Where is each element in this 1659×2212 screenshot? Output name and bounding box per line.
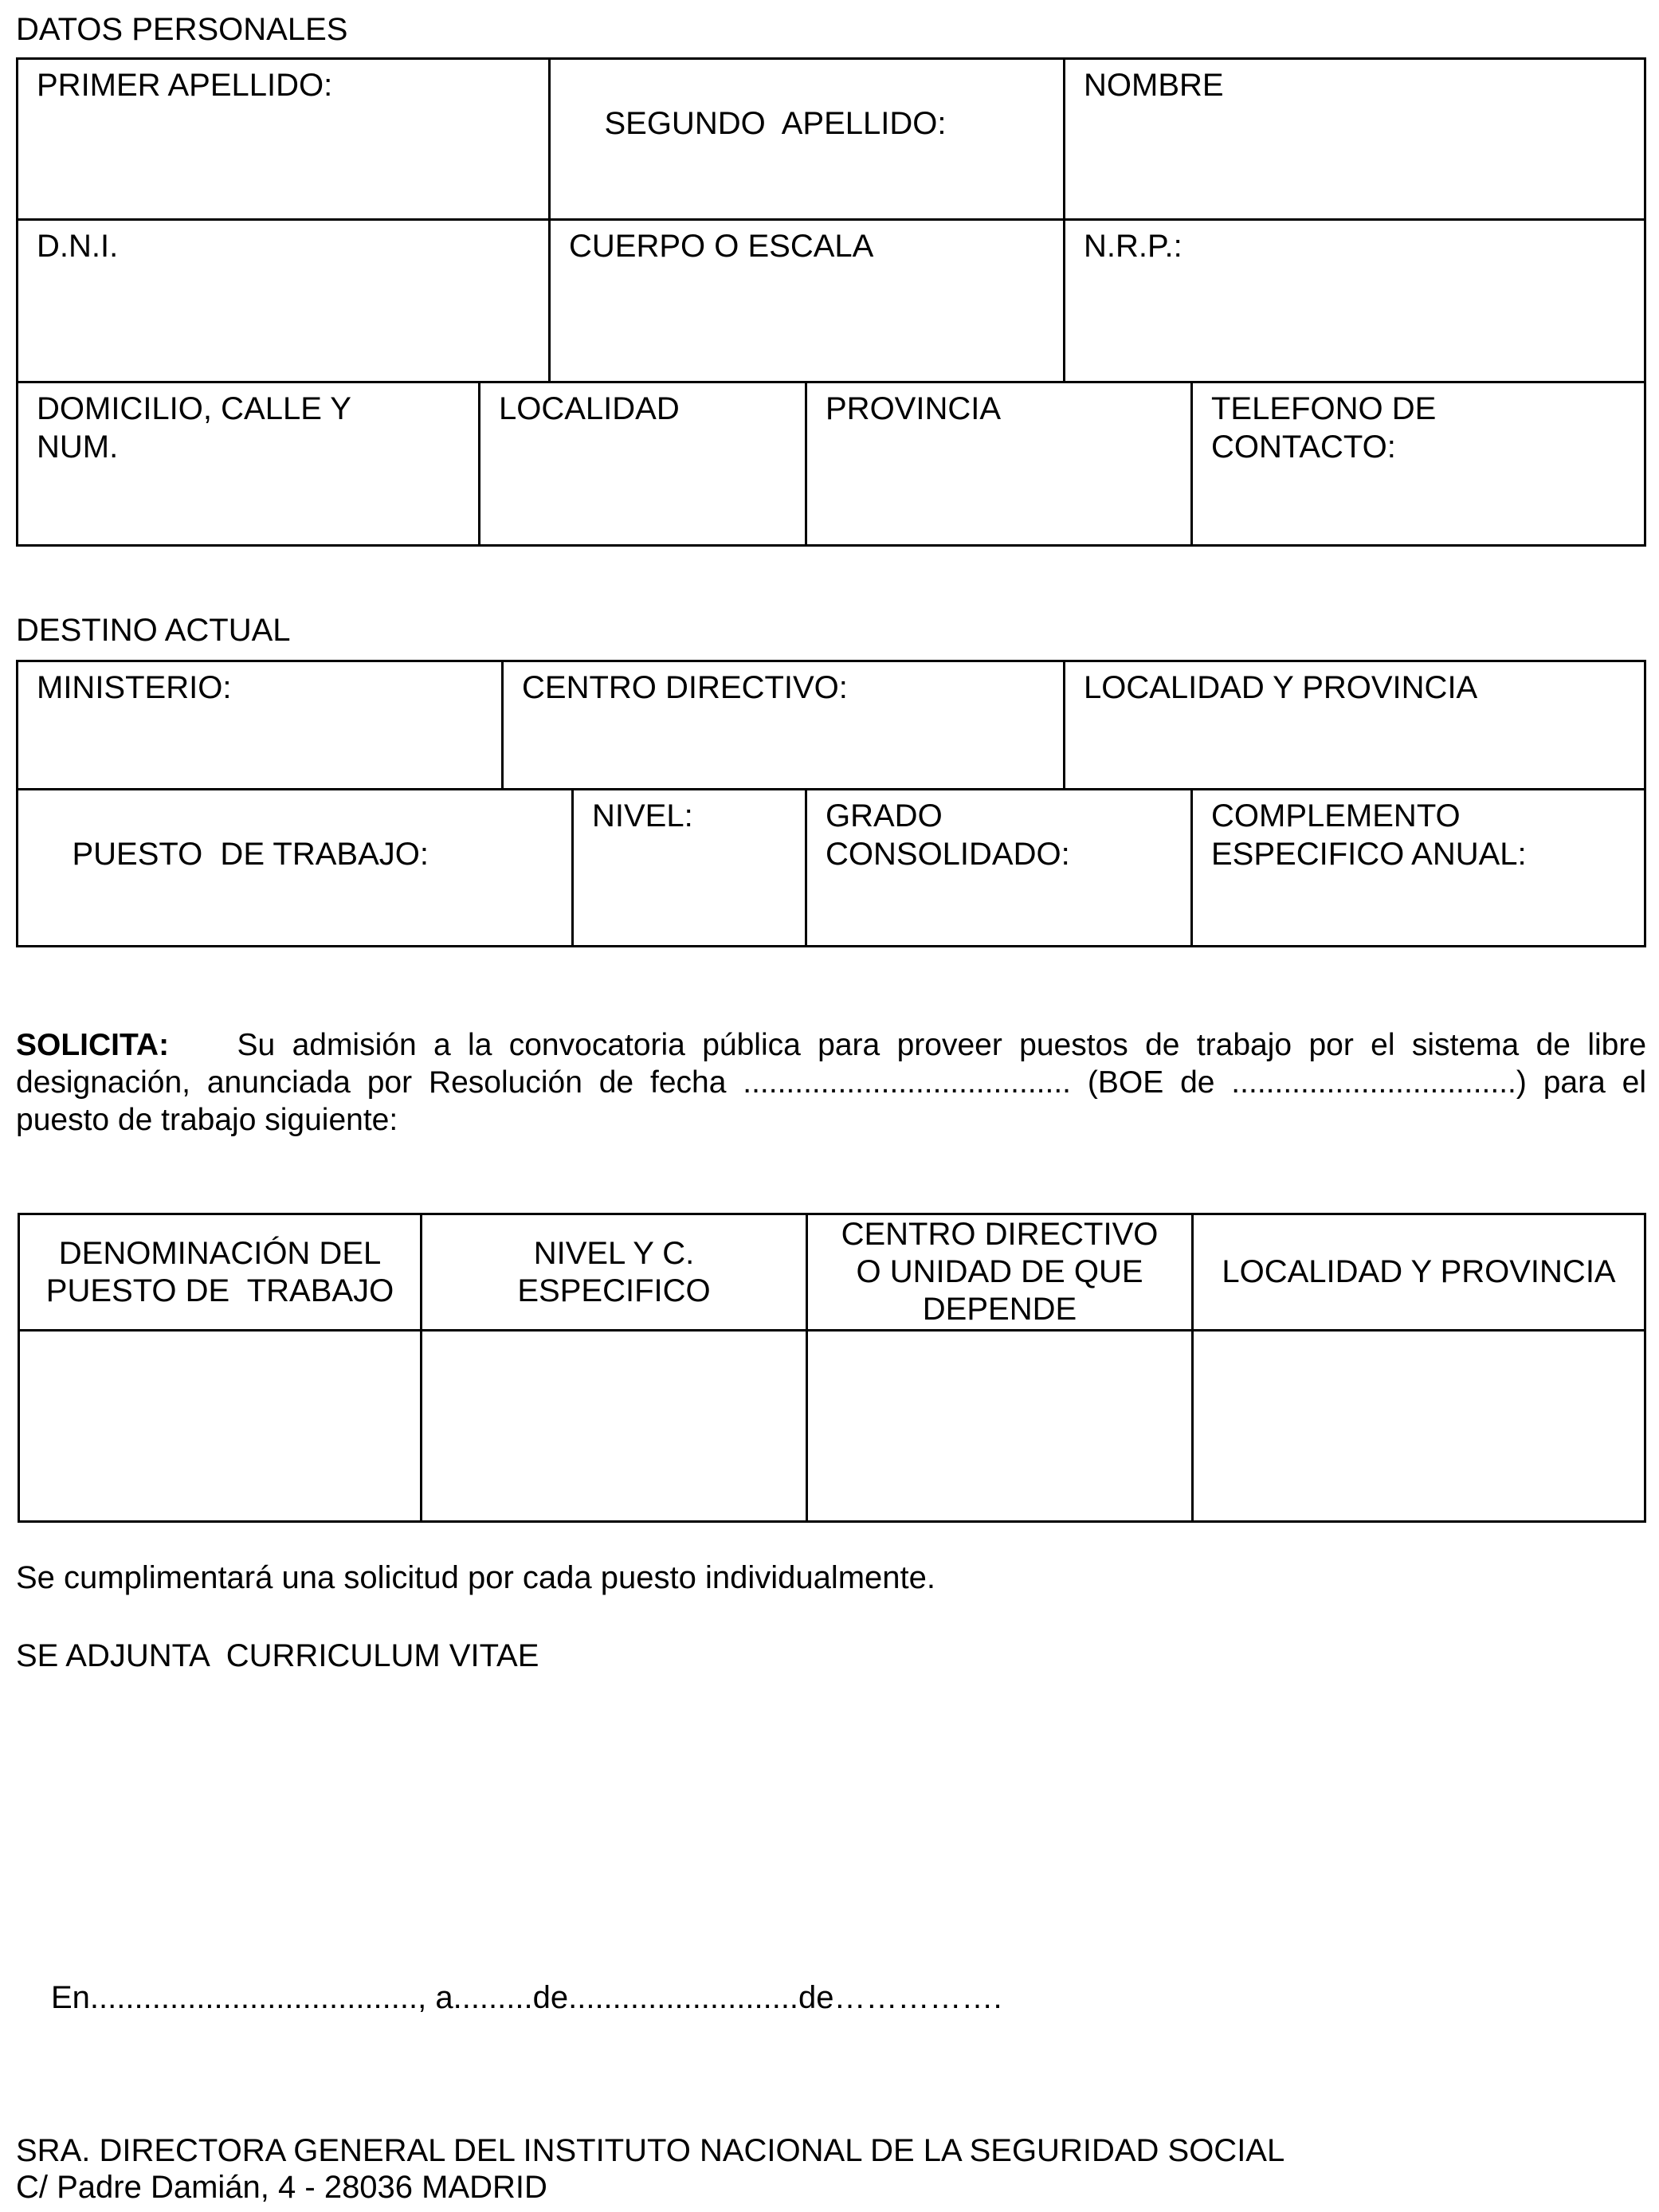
section-title-datos-personales: DATOS PERSONALES xyxy=(16,12,348,47)
label-domicilio-line1: DOMICILIO, CALLE Y xyxy=(37,391,351,426)
label-ministerio: MINISTERIO: xyxy=(37,670,232,705)
field-telefono[interactable] xyxy=(1193,383,1644,547)
label-cuerpo-escala: CUERPO O ESCALA xyxy=(569,229,874,264)
label-localidad: LOCALIDAD xyxy=(499,391,680,426)
field-nivel[interactable] xyxy=(574,790,805,947)
label-nivel: NIVEL: xyxy=(592,798,693,833)
label-nrp: N.R.P.: xyxy=(1084,229,1182,264)
label-puesto-trabajo: PUESTO DE TRABAJO: xyxy=(72,837,429,872)
label-localidad-provincia: LOCALIDAD Y PROVINCIA xyxy=(1084,670,1478,705)
field-provincia[interactable] xyxy=(807,383,1190,547)
label-dni: D.N.I. xyxy=(37,229,119,264)
label-grado-line1: GRADO xyxy=(826,798,943,833)
header-centro-line3: DEPENDE xyxy=(922,1292,1077,1327)
header-nivel-especifico xyxy=(422,1215,806,1329)
destino-actual-grid xyxy=(16,660,1646,947)
puesto-table xyxy=(18,1213,1646,1523)
label-telefono-line2: CONTACTO: xyxy=(1211,429,1396,465)
label-complemento-line1: COMPLEMENTO xyxy=(1211,798,1461,833)
field-complemento-especifico[interactable] xyxy=(1193,790,1644,947)
input-nivel-especifico[interactable] xyxy=(422,1332,806,1520)
header-centro-line2: O UNIDAD DE QUE xyxy=(856,1254,1143,1289)
input-localidad-provincia[interactable] xyxy=(1194,1332,1644,1520)
label-domicilio-line2: NUM. xyxy=(37,429,119,465)
field-localidad[interactable] xyxy=(480,383,805,547)
solicita-text: Su admisión a la convocatoria pública para proveer puestos de trabajo por el sistema de libre designación, anunciada por Resolución de fecha ...................................... (BOE de .................................) para el puesto de trabajo siguiente: xyxy=(16,1028,1647,1137)
field-segundo-apellido[interactable] xyxy=(551,60,1063,218)
field-nombre[interactable] xyxy=(1065,60,1644,218)
field-centro-directivo[interactable] xyxy=(504,662,1063,788)
header-nivel-line2: ESPECIFICO xyxy=(517,1273,711,1308)
input-denominacion[interactable] xyxy=(20,1332,420,1520)
field-domicilio[interactable] xyxy=(18,383,478,547)
field-grado-consolidado[interactable] xyxy=(807,790,1190,947)
note-curriculum: SE ADJUNTA CURRICULUM VITAE xyxy=(16,1638,539,1673)
label-nombre: NOMBRE xyxy=(1084,68,1224,103)
fecha-lugar-line[interactable]: En....................................., a.........de..........................de……………. xyxy=(51,1980,1002,2015)
header-denominacion xyxy=(20,1215,420,1329)
solicita-paragraph xyxy=(16,1026,1646,1139)
label-segundo-apellido: SEGUNDO APELLIDO: xyxy=(604,106,947,141)
label-provincia: PROVINCIA xyxy=(826,391,1002,426)
input-centro-directivo[interactable] xyxy=(808,1332,1191,1520)
datos-personales-grid xyxy=(16,57,1646,547)
field-localidad-provincia[interactable] xyxy=(1065,662,1644,788)
header-localidad-provincia xyxy=(1194,1215,1644,1329)
label-telefono-line1: TELEFONO DE xyxy=(1211,391,1437,426)
footer-direccion: C/ Padre Damián, 4 - 28036 MADRID xyxy=(16,2170,547,2205)
label-centro-directivo: CENTRO DIRECTIVO: xyxy=(522,670,848,705)
field-dni[interactable] xyxy=(18,221,548,381)
note-individual: Se cumplimentará una solicitud por cada puesto individualmente. xyxy=(16,1560,936,1595)
field-nrp[interactable] xyxy=(1065,221,1644,381)
label-grado-line2: CONSOLIDADO: xyxy=(826,837,1070,872)
label-primer-apellido: PRIMER APELLIDO: xyxy=(37,68,333,103)
solicita-label: SOLICITA: xyxy=(16,1028,170,1062)
header-centro-line1: CENTRO DIRECTIVO xyxy=(841,1217,1159,1252)
footer-destinatario: SRA. DIRECTORA GENERAL DEL INSTITUTO NACIONAL DE LA SEGURIDAD SOCIAL xyxy=(16,2133,1285,2168)
header-denominacion-line2: PUESTO DE TRABAJO xyxy=(45,1273,394,1308)
header-nivel-line1: NIVEL Y C. xyxy=(533,1235,695,1271)
header-localidad-text: LOCALIDAD Y PROVINCIA xyxy=(1222,1254,1616,1289)
field-primer-apellido[interactable] xyxy=(18,60,548,218)
header-centro-directivo xyxy=(808,1215,1191,1329)
field-cuerpo-escala[interactable] xyxy=(551,221,1063,381)
field-puesto-trabajo[interactable] xyxy=(18,790,571,947)
field-ministerio[interactable] xyxy=(18,662,501,788)
header-denominacion-line1: DENOMINACIÓN DEL xyxy=(58,1235,382,1271)
section-title-destino-actual: DESTINO ACTUAL xyxy=(16,613,291,648)
label-complemento-line2: ESPECIFICO ANUAL: xyxy=(1211,837,1527,872)
